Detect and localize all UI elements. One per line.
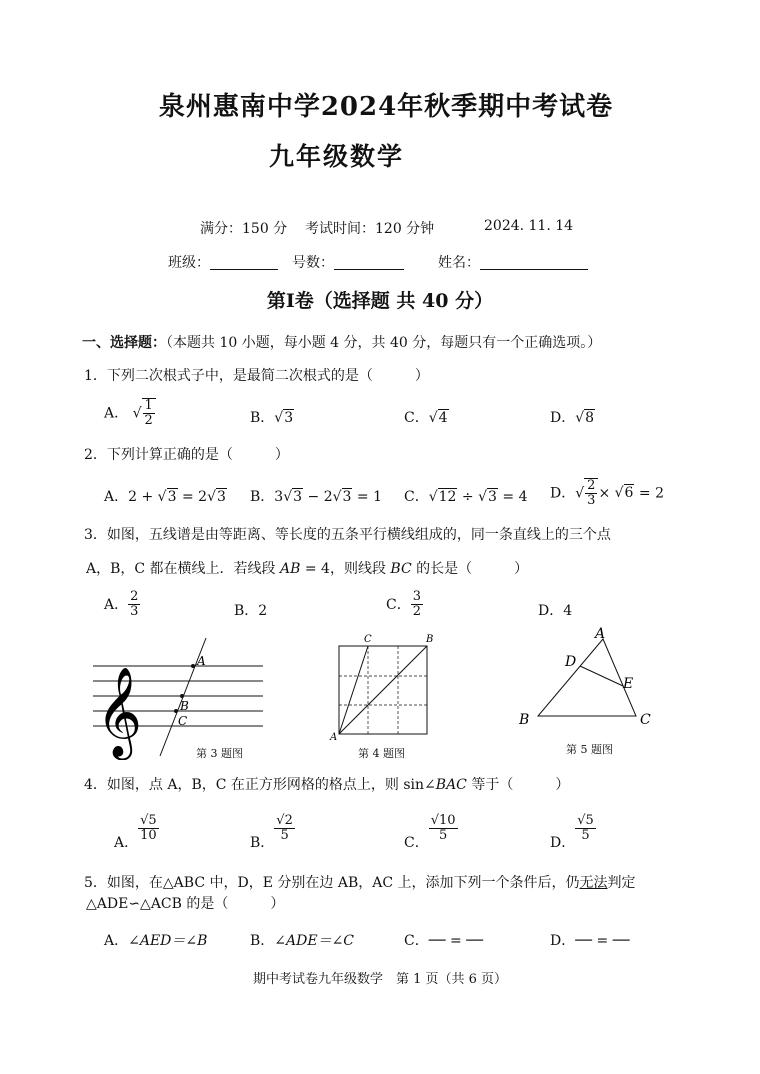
q5-option-a[interactable] xyxy=(104,930,207,950)
fraction: $\frac{3}{2}$ xyxy=(412,589,421,620)
q1-option-a[interactable] xyxy=(104,398,156,429)
figure-5-caption: 第 5 题图 xyxy=(566,743,613,756)
option-label: D． xyxy=(550,485,576,502)
sqrt-expression: √6 xyxy=(614,485,634,502)
fraction-numerator: 2 xyxy=(587,478,596,493)
option-label: A． xyxy=(114,834,139,851)
sqrt-expression: √8 xyxy=(575,410,595,426)
sqrt-expression: √ $\frac{2}{3}$ xyxy=(575,478,598,509)
angle-bac: BAC xyxy=(435,777,467,793)
option-label: A． xyxy=(104,596,129,613)
section-part-label: 一、选择题： xyxy=(82,335,166,351)
expr-text: 2 + xyxy=(128,489,158,505)
segment-de xyxy=(580,666,623,686)
expr-text: 3 xyxy=(274,489,284,505)
name-label: 姓名： xyxy=(438,255,480,271)
number-label: 号数： xyxy=(292,255,334,271)
question-5-stem-line1 xyxy=(84,872,636,892)
section-instruction-text: （本题共 10 小题，每小题 4 分，共 40 分，每题只有一个正确选项。） xyxy=(166,335,602,351)
q4-option-b[interactable] xyxy=(250,814,295,852)
option-label: B． xyxy=(234,603,259,619)
segment-ab: AB xyxy=(280,561,301,577)
label-b: B xyxy=(180,699,189,713)
option-label: D． xyxy=(550,834,576,851)
q5-option-b[interactable] xyxy=(250,930,354,950)
option-label: A． xyxy=(104,933,129,949)
triangle-abc xyxy=(538,639,636,716)
q5-option-c[interactable] xyxy=(404,930,483,950)
stem-text: = 4，则线段 xyxy=(300,561,391,577)
expr-text: ÷ xyxy=(457,489,479,505)
option-label: C． xyxy=(404,410,429,426)
stem-text: 的长是（ ） xyxy=(411,561,529,577)
q2-option-c[interactable] xyxy=(404,486,528,506)
question-2-stem: 2．下列计算正确的是（ ） xyxy=(84,447,289,463)
option-label: B． xyxy=(250,933,275,949)
q1-option-d[interactable] xyxy=(550,407,595,427)
fraction: $\frac{√10}{5}$ xyxy=(430,813,456,844)
class-label: 班级： xyxy=(168,255,210,271)
figure-5-triangle xyxy=(515,624,660,734)
label-e: E xyxy=(623,676,634,692)
label-c: C xyxy=(364,634,372,645)
score-info: 满分：150 分 xyxy=(200,221,288,237)
option-value: 4 xyxy=(563,603,573,619)
section-instructions xyxy=(82,332,601,352)
point-c xyxy=(174,709,178,713)
sqrt-expression: √3 xyxy=(207,489,226,505)
q3-option-c[interactable] xyxy=(386,590,423,620)
q2-option-d[interactable] xyxy=(550,478,664,509)
date-info: 2024. 11. 14 xyxy=(484,218,574,234)
sqrt-expression: √ $\frac{1}{2}$ xyxy=(133,398,156,429)
expr-text: = 2 xyxy=(177,489,208,505)
q3-option-a[interactable] xyxy=(104,590,140,620)
expr-text: × xyxy=(598,485,615,502)
fraction-denominator: 3 xyxy=(587,493,596,509)
option-text: ── = ── xyxy=(575,933,630,949)
stem-text: 等于（ ） xyxy=(466,777,570,793)
q3-option-d[interactable] xyxy=(538,600,572,620)
q5-option-d[interactable] xyxy=(550,930,630,950)
q3-option-b[interactable] xyxy=(234,600,267,620)
option-label: C． xyxy=(404,489,429,505)
segment-bc: BC xyxy=(390,561,412,577)
sqrt-expression: √4 xyxy=(428,410,448,426)
expr-text: = 4 xyxy=(497,489,528,505)
question-3-stem-line2 xyxy=(86,558,528,578)
stem-text: 判定 xyxy=(607,875,636,891)
sqrt-expression: √12 xyxy=(428,489,457,505)
stem-text: 5．如图，在△ABC 中，D，E 分别在边 AB，AC 上，添加下列一个条件后，仍 xyxy=(84,875,580,891)
option-text: ∠AED＝∠B xyxy=(128,933,208,949)
option-value: 2 xyxy=(258,603,268,619)
number-field[interactable] xyxy=(292,252,404,272)
question-5-stem-line2: △ADE∽△ACB 的是（ ） xyxy=(86,896,285,912)
option-label: C． xyxy=(404,834,429,851)
q1-option-b[interactable] xyxy=(250,407,294,427)
figure-4-grid xyxy=(328,632,438,744)
question-3-stem-line1: 3．如图，五线谱是由等距离、等长度的五条平行横线组成的，同一条直线上的三个点 xyxy=(84,527,611,543)
option-text: ── = ── xyxy=(428,933,484,949)
option-label: B． xyxy=(250,834,275,851)
label-d: D xyxy=(565,654,577,670)
page-footer: 期中考试卷九年级数学 第 1 页（共 6 页） xyxy=(252,972,508,987)
label-a: A xyxy=(330,732,338,743)
class-field[interactable] xyxy=(168,252,278,272)
sqrt-expression: √3 xyxy=(478,489,497,505)
q4-option-a[interactable] xyxy=(114,814,159,852)
expr-text: = 2 xyxy=(634,485,665,502)
figure-3-caption: 第 3 题图 xyxy=(196,747,243,760)
stem-text: 4．如图，点 A，B，C 在正方形网格的格点上，则 sin∠ xyxy=(84,777,436,793)
fraction: $\frac{√2}{5}$ xyxy=(276,813,293,844)
class-blank[interactable] xyxy=(210,255,278,270)
section-title: 第Ⅰ卷（选择题 共 40 分） xyxy=(266,290,494,312)
sqrt-expression: √3 xyxy=(157,489,177,505)
point-a xyxy=(191,664,195,668)
sqrt-expression: √3 xyxy=(283,489,303,505)
label-b: B xyxy=(519,712,530,728)
question-4-stem xyxy=(84,774,569,794)
name-blank[interactable] xyxy=(480,255,588,270)
figure-4-caption: 第 4 题图 xyxy=(358,747,405,760)
option-label: A． xyxy=(104,489,129,505)
option-text: ∠ADE＝∠C xyxy=(274,933,355,949)
q4-option-c[interactable] xyxy=(404,814,458,852)
stem-text: A，B，C 都在横线上．若线段 xyxy=(86,561,281,577)
option-label: D． xyxy=(538,603,564,619)
expr-text: − 2 xyxy=(303,489,333,505)
q2-option-b[interactable] xyxy=(250,486,382,506)
figure-3-staff xyxy=(88,630,270,760)
name-field[interactable] xyxy=(438,252,588,272)
fraction: $\frac{√5}{10}$ xyxy=(140,813,157,844)
option-label: D． xyxy=(550,410,576,426)
label-c: C xyxy=(178,714,188,728)
fraction-denominator: 2 xyxy=(144,413,153,429)
option-label: B． xyxy=(250,410,275,426)
option-label: A． xyxy=(104,405,129,422)
q1-option-c[interactable] xyxy=(404,407,449,427)
treble-clef-icon: 𝄞 xyxy=(96,667,143,757)
stem-emphasis: 无法 xyxy=(579,875,608,891)
option-label: B． xyxy=(250,489,275,505)
sqrt-expression: √3 xyxy=(332,489,352,505)
sqrt-expression: √3 xyxy=(274,410,294,426)
q2-option-a[interactable] xyxy=(104,486,227,506)
question-1-stem: 1．下列二次根式子中，是最简二次根式的是（ ） xyxy=(84,368,429,384)
q4-option-d[interactable] xyxy=(550,814,596,852)
exam-subtitle: 九年级数学 xyxy=(269,142,405,171)
point-b xyxy=(180,694,184,698)
option-label: C． xyxy=(386,596,411,613)
exam-title: 泉州惠南中学2024年秋季期中考试卷 xyxy=(158,92,614,122)
option-label: C． xyxy=(404,933,429,949)
option-label: D． xyxy=(550,933,576,949)
label-b: B xyxy=(426,634,434,645)
label-a: A xyxy=(595,626,606,642)
fraction: $\frac{√5}{5}$ xyxy=(577,813,594,844)
segment-ab xyxy=(339,646,427,734)
number-blank[interactable] xyxy=(334,255,404,270)
label-c: C xyxy=(640,712,651,728)
expr-text: = 1 xyxy=(352,489,382,505)
fraction-numerator: 1 xyxy=(144,398,153,413)
time-info: 考试时间：120 分钟 xyxy=(305,221,435,237)
label-a: A xyxy=(197,654,206,668)
fraction: $\frac{2}{3}$ xyxy=(130,589,139,620)
segment-ac xyxy=(339,646,368,734)
